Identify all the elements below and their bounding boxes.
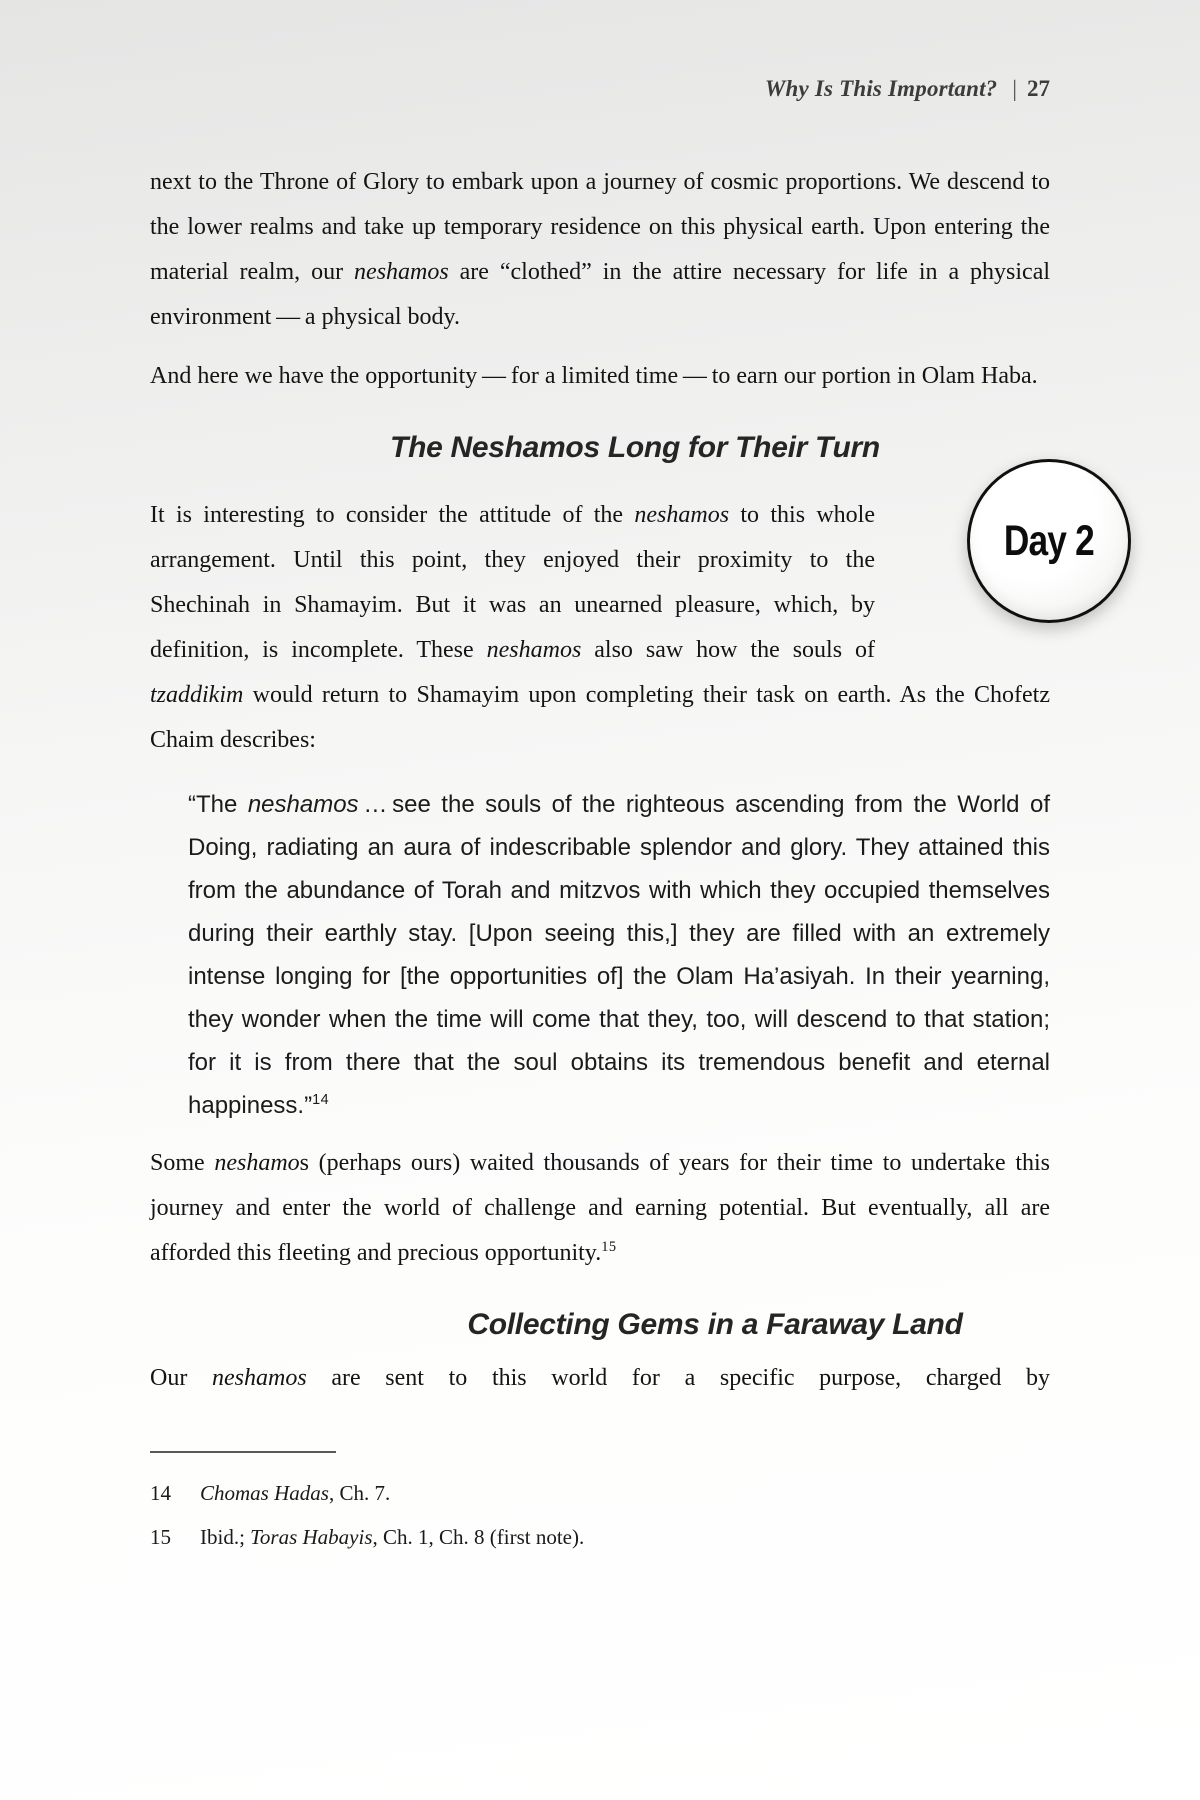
paragraph-our-neshamos: Our neshamos are sent to this world for a specific purpose, charged by	[150, 1365, 1051, 1391]
header-divider: |	[1012, 76, 1017, 101]
footnote-text: Ibid.; Toras Habayis, Ch. 1, Ch. 8 (first note).	[200, 1525, 585, 1549]
chofetz-chaim-quote: “The neshamos … see the souls of the righteous ascending from the World of Doing, radiating an aura of indescribable splendor and glory. They attained this from the abundance of Torah and mitzvos with which they occupied themselves during their earthly stay. [Upon seeing this,] they are filled with an extremely intense longing for [the opportunities of] the Olam Ha’asiyah. In their yearning, they wonder when the time will come that they, too, will descend to that station; for it is from there that the soul obtains its tremendous benefit and eternal happiness.”$^{14}$	[188, 791, 1050, 1119]
paragraph-some-neshamos: Some neshamos (perhaps ours) waited thousands of years for their time to undertake this journey and enter the world of challenge and earning potential. But eventually, all are afforded this fleeting and precious opportunity.$^{15}$	[150, 1150, 1050, 1266]
footnote-text: Chomas Hadas, Ch. 7.	[200, 1481, 391, 1505]
paragraph-throne-of-glory: next to the Throne of Glory to embark upon a journey of cosmic proportions. We descend to the lower realms and take up temporary residence on this physical earth. Upon entering the material realm, our neshamos are “clothed” in the attire necessary for life in a physical environment — a physical body.	[150, 169, 1051, 330]
footnote-number: 15	[150, 1525, 171, 1549]
section-heading-collecting-gems: Collecting Gems in a Faraway Land	[467, 1308, 963, 1341]
badge-wrap-spacer	[875, 493, 1050, 633]
chapter-title: Why Is This Important?	[764, 76, 998, 101]
paragraph-it-is-interesting: It is interesting to consider the attitude of the neshamos to this whole arrangement. Until this point, they enjoyed their proximity to the Shechinah in Shamayim. But it was an unearned pleasure, which, by definition, is incomplete. These neshamos also saw how the souls of tzaddikim would return to Shamayim upon completing their task on earth. As the Chofetz Chaim describes:	[150, 493, 1050, 763]
footnote-15	[150, 1521, 1050, 1553]
footnote-number: 14	[150, 1481, 171, 1505]
day-badge-label: Day 2	[1004, 516, 1094, 565]
running-header	[150, 76, 1050, 102]
section-heading-neshamos-long: The Neshamos Long for Their Turn	[390, 431, 880, 464]
paragraph-opportunity: And here we have the opportunity — for a limited time — to earn our portion in Olam Haba.	[150, 363, 1038, 389]
footnote-14	[150, 1477, 1050, 1509]
page-content	[150, 160, 1050, 1565]
footnote-separator	[150, 1451, 336, 1453]
footnotes	[150, 1451, 1050, 1553]
page-number: 27	[1027, 76, 1050, 101]
